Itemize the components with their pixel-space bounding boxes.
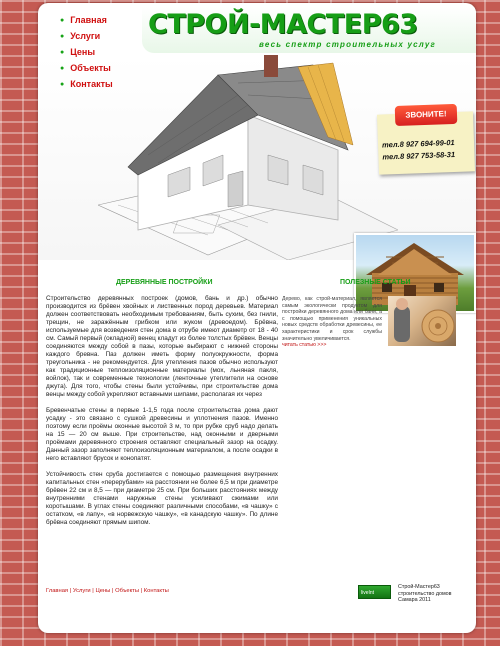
page-container bbox=[38, 3, 476, 633]
footer-link-prices[interactable]: Цены bbox=[95, 588, 111, 594]
article-paragraph-1: Строительство деревянных построек (домов, бань и др.) обычно производится из брёвен хвойных и лиственных пород деревьев. Материал должен соответствовать необходимым требованиям, быть сухим, без гнили, трещин, не заражённым грибком или жуком (древоедом). Брёвна, используемые для возведения стен дома в отрубе имеют диаметр от 18 - 40 см. Самый первый (окладной) венец кладут из более толстых брёвен. Венцы соединяются между собой в пазы, которые выбирают с нижней стороны каждого бревна. Паз должен иметь форму полуокружности, форма треугольника - не рекомендуется. Для утепления пазов обычно используют как традиционные теплоизоляционные материалы (мох, льняная пакля, войлок), так и современные технологии (ленточные утеплители на основе джута). Для того, чтобы стены были устойчивы, при строительстве дома венцы между собой укрепляют вставными шипами, располагая их через bbox=[46, 295, 278, 398]
contact-note bbox=[377, 111, 475, 174]
nav-item-home[interactable]: ● Главная bbox=[60, 15, 113, 25]
copyright bbox=[398, 584, 452, 604]
nav-item-objects[interactable]: ● Объекты bbox=[60, 63, 113, 73]
main-nav bbox=[60, 15, 113, 95]
footer-separator: | bbox=[92, 588, 94, 594]
wood-worker-photo bbox=[388, 296, 456, 346]
site-slogan: весь спектр строительных услуг bbox=[259, 40, 436, 49]
footer-links bbox=[46, 588, 169, 594]
main-section-title: ДЕРЕВЯННЫЕ ПОСТРОЙКИ bbox=[116, 279, 213, 286]
phone-1[interactable]: тел.8 927 694-99-01 bbox=[381, 138, 455, 150]
nav-item-services[interactable]: ● Услуги bbox=[60, 31, 113, 41]
footer-link-objects[interactable]: Объекты bbox=[115, 588, 140, 594]
copyright-line-2: строительство домов bbox=[398, 590, 452, 597]
footer-link-home[interactable]: Главная bbox=[46, 588, 69, 594]
footer-separator: | bbox=[69, 588, 72, 594]
phone-2[interactable]: тел.8 927 753-58-31 bbox=[382, 149, 456, 162]
article-paragraph-2: Бревенчатые стены в первые 1-1,5 года после строительства дома дают усадку - это связано с сушкой древесины и уплотнения пазов. Именно поэтому если проёмы оконные высотой 3 м, то при рубке сруб надо делать на 15 — 20 см выше. При строительстве, над оконными и дверными проёмами деревянного строения оставляют специальный зазор на осадку. Данный зазор заполняют теплоизоляционным материалом, а после осадки в него вставляют брусок и конопатят. bbox=[46, 407, 278, 462]
call-badge: ЗВОНИТЕ! bbox=[395, 104, 458, 126]
footer-separator: | bbox=[111, 588, 114, 594]
footer-separator: | bbox=[140, 588, 143, 594]
copyright-line-3: Самара 2011 bbox=[398, 597, 431, 604]
article-paragraph-3: Устойчивость стен сруба достигается с помощью размещения внутренних капитальных стен «перерубами» на расстоянии не более 6,5 м при диаметре брёвен 22 см и 8,5 — при диаметре 25 см. При больших расстояниях между внутренними стенами наружные стены усиливают сжимами или коротышами. В углах стены соединяют различными способами, «в чашку» с остатком, «в лапу», «в норвежскую чашку», «в канадскую чашку». По длине брёвна соединяют прямым шипом. bbox=[46, 471, 278, 526]
sidebar-text: Дерево, как строй-материал, является самым экологически продуктом для постройки деревянного дома или бани, а с помощью применения уникальных новых средств обработки древесины, ее характеристики и срок службы значительно увеличивается. bbox=[282, 296, 382, 342]
sidebar-article bbox=[282, 296, 382, 349]
nav-item-prices[interactable]: ● Цены bbox=[60, 47, 113, 57]
main-article bbox=[46, 295, 278, 535]
sidebar-read-more-link[interactable]: читать статью >>> bbox=[282, 342, 327, 349]
copyright-line-1: Строй-Мастер63 bbox=[398, 584, 440, 590]
visit-counter[interactable]: liveInt bbox=[358, 585, 391, 599]
nav-item-contacts[interactable]: ● Контакты bbox=[60, 79, 113, 89]
footer-link-contacts[interactable]: Контакты bbox=[143, 588, 169, 594]
sidebar-photo bbox=[388, 296, 456, 346]
sidebar-title: ПОЛЕЗНЫЕ СТАТЬИ bbox=[340, 279, 411, 286]
house-illustration bbox=[98, 55, 398, 260]
footer-link-services[interactable]: Услуги bbox=[72, 588, 91, 594]
site-logo[interactable]: СТРОЙ-МАСТЕР63 bbox=[148, 9, 418, 40]
